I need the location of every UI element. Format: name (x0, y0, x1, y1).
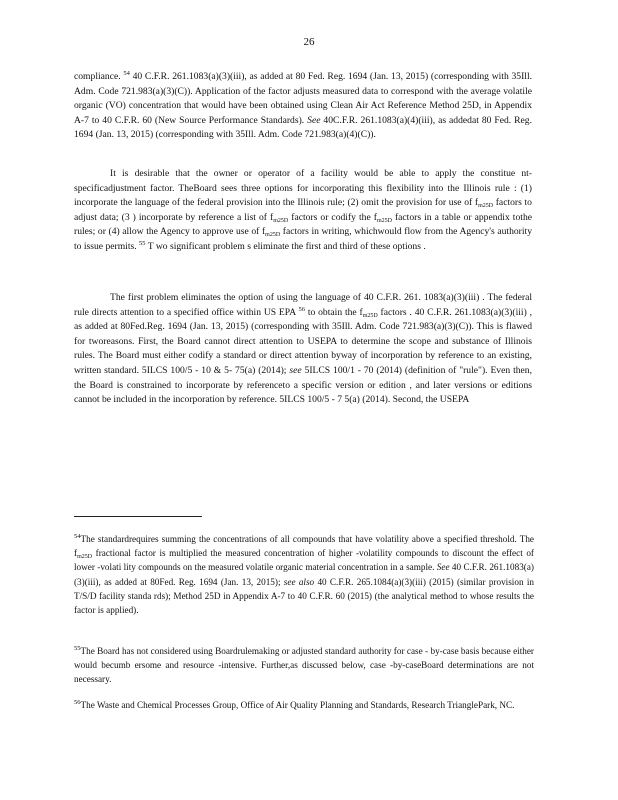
subscript: m25D (265, 232, 281, 239)
footnote-marker: 55 (139, 239, 146, 247)
body-paragraph (74, 291, 532, 408)
footnote-marker: 54 (74, 533, 81, 540)
subscript: m25D (273, 217, 289, 224)
text-run: factors . 40 C.F.R. 261.1083(a)(3)(iii) , as added at 80Fed.Reg. 1694 (Jan. 13, 2015) (corresponding with 35Ill. Adm. Code 721.983(a)(3)(C)). This is flawed for tworeasons. First, the Board cannot direct attention to USEPA to determine the scope and substance of Illinois rules. The Board must either codify a standard or direct attention byway of incorporation by reference to an existing, written standard. 5ILCS 100/5 - 10 & 5- 75(a) (2014); (74, 306, 533, 376)
citation-signal: see also (283, 576, 315, 587)
subscript: m25D (77, 554, 93, 561)
text-run: factors to adjust data; (3 ) incorporate by reference a list of f (74, 197, 532, 223)
footnote-marker: 54 (123, 70, 130, 77)
text-run: 40 C.F.R. 261.1083(a)(3)(iii), as added at 80 Fed. Reg. 1694 (Jan. 13, 2015) (corresponding with 35Ill. Adm. Code 721.983(a)(3)(C)). Application of the factor adjusts measured data to correspond with the average volatile organic (VO) concentration that would have been obtained using Clean Air Act Reference Method 25D, in Appendix A-7 to 40 C.F.R. 60 (New Source Performance Standards). (74, 71, 533, 126)
footnote-text (74, 698, 534, 712)
footnote-marker: 56 (298, 305, 305, 313)
page-number: 26 (303, 36, 315, 48)
text-run: factors in a table or appendix tothe rules; or (4) allow the Agency to approve use of f (74, 211, 532, 238)
footnote-separator (74, 516, 202, 517)
footnote-marker: 56 (74, 699, 81, 706)
paragraph-text (74, 291, 532, 408)
citation-signal: See (307, 114, 321, 126)
text-run: factors in writing, whichwould flow from the Agency's authority to issue permits. (74, 226, 532, 252)
text-run: The first problem eliminates the option of using the language of 40 C.F.R. 261. 1083(a)(3)(iii) . The federal rule directs attention to a specified office within US EPA (74, 292, 532, 318)
text-run: 40 C.F.R. 265.1084(a)(3)(iii) (2015) (similar provision in T/S/D facility standa rds); Method 25D in Appendix A-7 to 40 C.F.R. 60 (2015) (the analytical method to whose results the factor is applied). (74, 576, 534, 616)
body-paragraph (74, 167, 532, 255)
citation-signal: See (436, 562, 450, 573)
text-run: compliance. (74, 71, 124, 82)
text-run: The standardrequires summing the concentrations of all compounds that have volatility above a specified threshold. The f (74, 534, 534, 559)
text-run: 40 C.F.R. 261.1083(a)(3)(iii), as added at 80Fed. Reg. 1694 (Jan. 13, 2015); (74, 562, 534, 587)
body-paragraph (74, 70, 532, 143)
citation-signal: see (289, 364, 302, 376)
paragraph-text (74, 70, 532, 143)
footnote-text (74, 644, 534, 687)
footnote-text (74, 532, 534, 617)
subscript: m25D (376, 217, 392, 224)
text-run: factors or codify the f (288, 211, 377, 223)
paragraph-text (74, 167, 532, 255)
footnote (74, 698, 534, 712)
text-run: The Waste and Chemical Processes Group, Office of Air Quality Planning and Standards, Research TrianglePark, NC. (80, 700, 515, 710)
subscript: m25D (362, 312, 378, 319)
text-run: to obtain the f (305, 306, 363, 318)
footnote-marker: 55 (74, 645, 81, 652)
text-run: The Board has not considered using Boardrulemaking or adjusted standard authority for case - by-case basis because either would becumb ersome and resource -intensive. Further,as discussed below, case -by-caseBoard determinations are not necessary. (74, 646, 534, 685)
text-run: 40C.F.R. 261.1083(a)(4)(iii), as addedat 80 Fed. Reg. 1694 (Jan. 13, 2015) (corresponding with 35Ill. Adm. Code 721.983(a)(4)(C)). (74, 114, 532, 141)
text-run: It is desirable that the owner or operator of a facility would be able to apply the constitue nt-specificadjustment factor. TheBoard sees three options for incorporating this flexibility into the Illinois rule : (1) incorporate the language of the federal provision into the Illinois rule; (2) omit the provision for use of f (74, 168, 532, 209)
text-run: fractional factor is multiplied the measured concentration of higher -volatility compounds to discount the effect of lower -volati lity compounds on the measured volatile organic material concentration in a sample. (74, 548, 534, 573)
text-run: 5ILCS 100/1 - 70 (2014) (definition of "rule"). Even then, the Board is constrained to incorporate by referenceto a specific version or edition , and later versions or editions cannot be included in the incorporation by reference. 5ILCS 100/5 - 7 5(a) (2014). Second, the USEPA (74, 364, 532, 406)
footnote (74, 532, 534, 617)
subscript: m25D (478, 203, 494, 210)
footnote (74, 644, 534, 687)
text-run: T wo significant problem s eliminate the first and third of these options . (145, 240, 426, 252)
